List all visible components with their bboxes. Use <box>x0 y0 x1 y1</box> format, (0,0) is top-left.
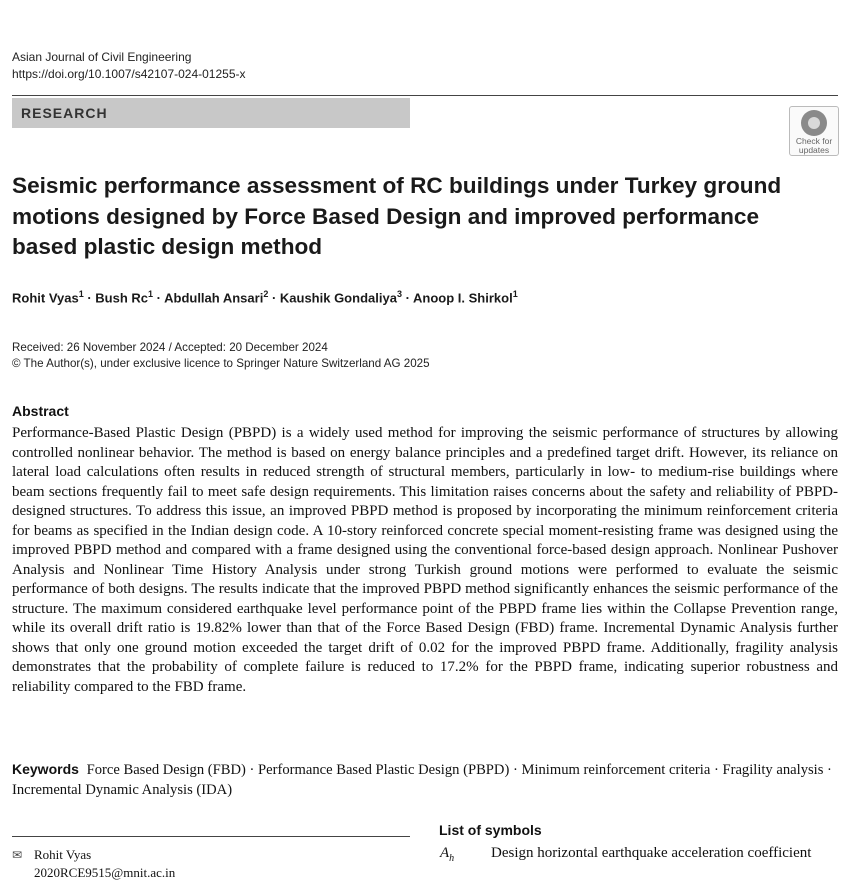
article-type: RESEARCH <box>21 105 108 121</box>
article-type-band <box>12 98 410 128</box>
corresponding-email[interactable]: 2020RCE9515@mnit.ac.in <box>34 865 176 880</box>
received-accepted-dates: Received: 26 November 2024 / Accepted: 20 December 2024 <box>12 341 328 354</box>
keywords <box>12 760 838 800</box>
check-for-updates-badge[interactable] <box>789 106 839 156</box>
author-name[interactable]: Bush Rc <box>95 290 149 306</box>
symbols-heading: List of symbols <box>439 822 542 838</box>
symbol-definition: Design horizontal earthquake acceleration coefficient <box>491 845 812 861</box>
author-name[interactable]: Rohit Vyas <box>12 290 79 306</box>
article-history <box>12 340 430 372</box>
copyright-notice: © The Author(s), under exclusive licence to Springer Nature Switzerland AG 2025 <box>12 357 430 370</box>
top-rule <box>12 95 838 96</box>
author-list: Rohit Vyas$^1$ · Bush $Rc^1$ · Abdullah Ansari$^2$ · Kaushik Gondaliya$^3$ · Anoop I. Shirkol$^1$ <box>12 289 518 306</box>
author-name[interactable]: Kaushik Gondaliya <box>279 290 397 306</box>
corresponding-name: Rohit Vyas <box>34 847 92 862</box>
abstract-text: Performance-Based Plastic Design (PBPD) is a widely used method for improving the seismic performance of structures by allowing controlled nonlinear behavior. The method is based on energy balance principles and a predefined target drift. However, its reliance on lateral load calculations often results in reduced strength of structural members, particularly in low- to medium-rise buildings where beam sections frequently fail to meet safe design requirements. This limitation raises concerns about the safety and reliability of PBPD-designed structures. To address this issue, an improved PBPD method is proposed by incorporating the minimum reinforcement criteria for beams as specified in the Indian design code. A 10-story reinforced concrete special moment-resisting frame was designed using the improved PBPD method and compared with a frame designed using the conventional force-based design approach. Nonlinear Pushover Analysis and Nonlinear Time History Analysis under strong Turkish ground motions were performed to evaluate the seismic performance of both designs. The results indicate that the improved PBPD method significantly enhances the seismic performance of the structure. The maximum considered earthquake level performance point of the PBPD frame lies within the Collapse Prevention range, while its overall drift ratio is 19.82% lower than that of the Force Based Design (FBD) frame. Incremental Dynamic Analysis further shows that only one ground motion exceeded the target drift of 0.02 for the improved PBPD frame. Additionally, fragility analysis demonstrates that the probability of complete failure is reduced to 17.2% for the PBPD frame, indicating superior robustness and reliability compared to the FBD frame. <box>12 425 838 695</box>
keywords-text: Force Based Design (FBD) · Performance Based Plastic Design (PBPD) · Minimum reinforcement criteria · Fragility analysis · Incremental Dynamic Analysis (IDA) <box>12 762 832 798</box>
check-updates-text: Check for updates <box>795 136 833 155</box>
doi-link[interactable]: https://doi.org/10.1007/s42107-024-01255-x <box>12 67 246 81</box>
journal-info <box>12 49 246 83</box>
check-updates-icon <box>801 110 827 136</box>
footnote-rule <box>12 836 410 837</box>
author-name[interactable]: Abdullah Ansari <box>164 290 264 306</box>
journal-name: Asian Journal of Civil Engineering <box>12 50 192 64</box>
symbol-term: $A_h$ <box>440 845 455 864</box>
author-name[interactable]: Anoop I. Shirkol <box>413 290 513 306</box>
keywords-label: Keywords <box>12 761 79 777</box>
envelope-icon: ✉ <box>12 848 23 862</box>
article-title: Seismic performance assessment of RC buildings under Turkey ground motions designed by Force Based Design and improved performance based plastic design method <box>12 173 782 259</box>
abstract-heading: Abstract <box>12 403 69 419</box>
corresponding-author <box>12 846 175 881</box>
